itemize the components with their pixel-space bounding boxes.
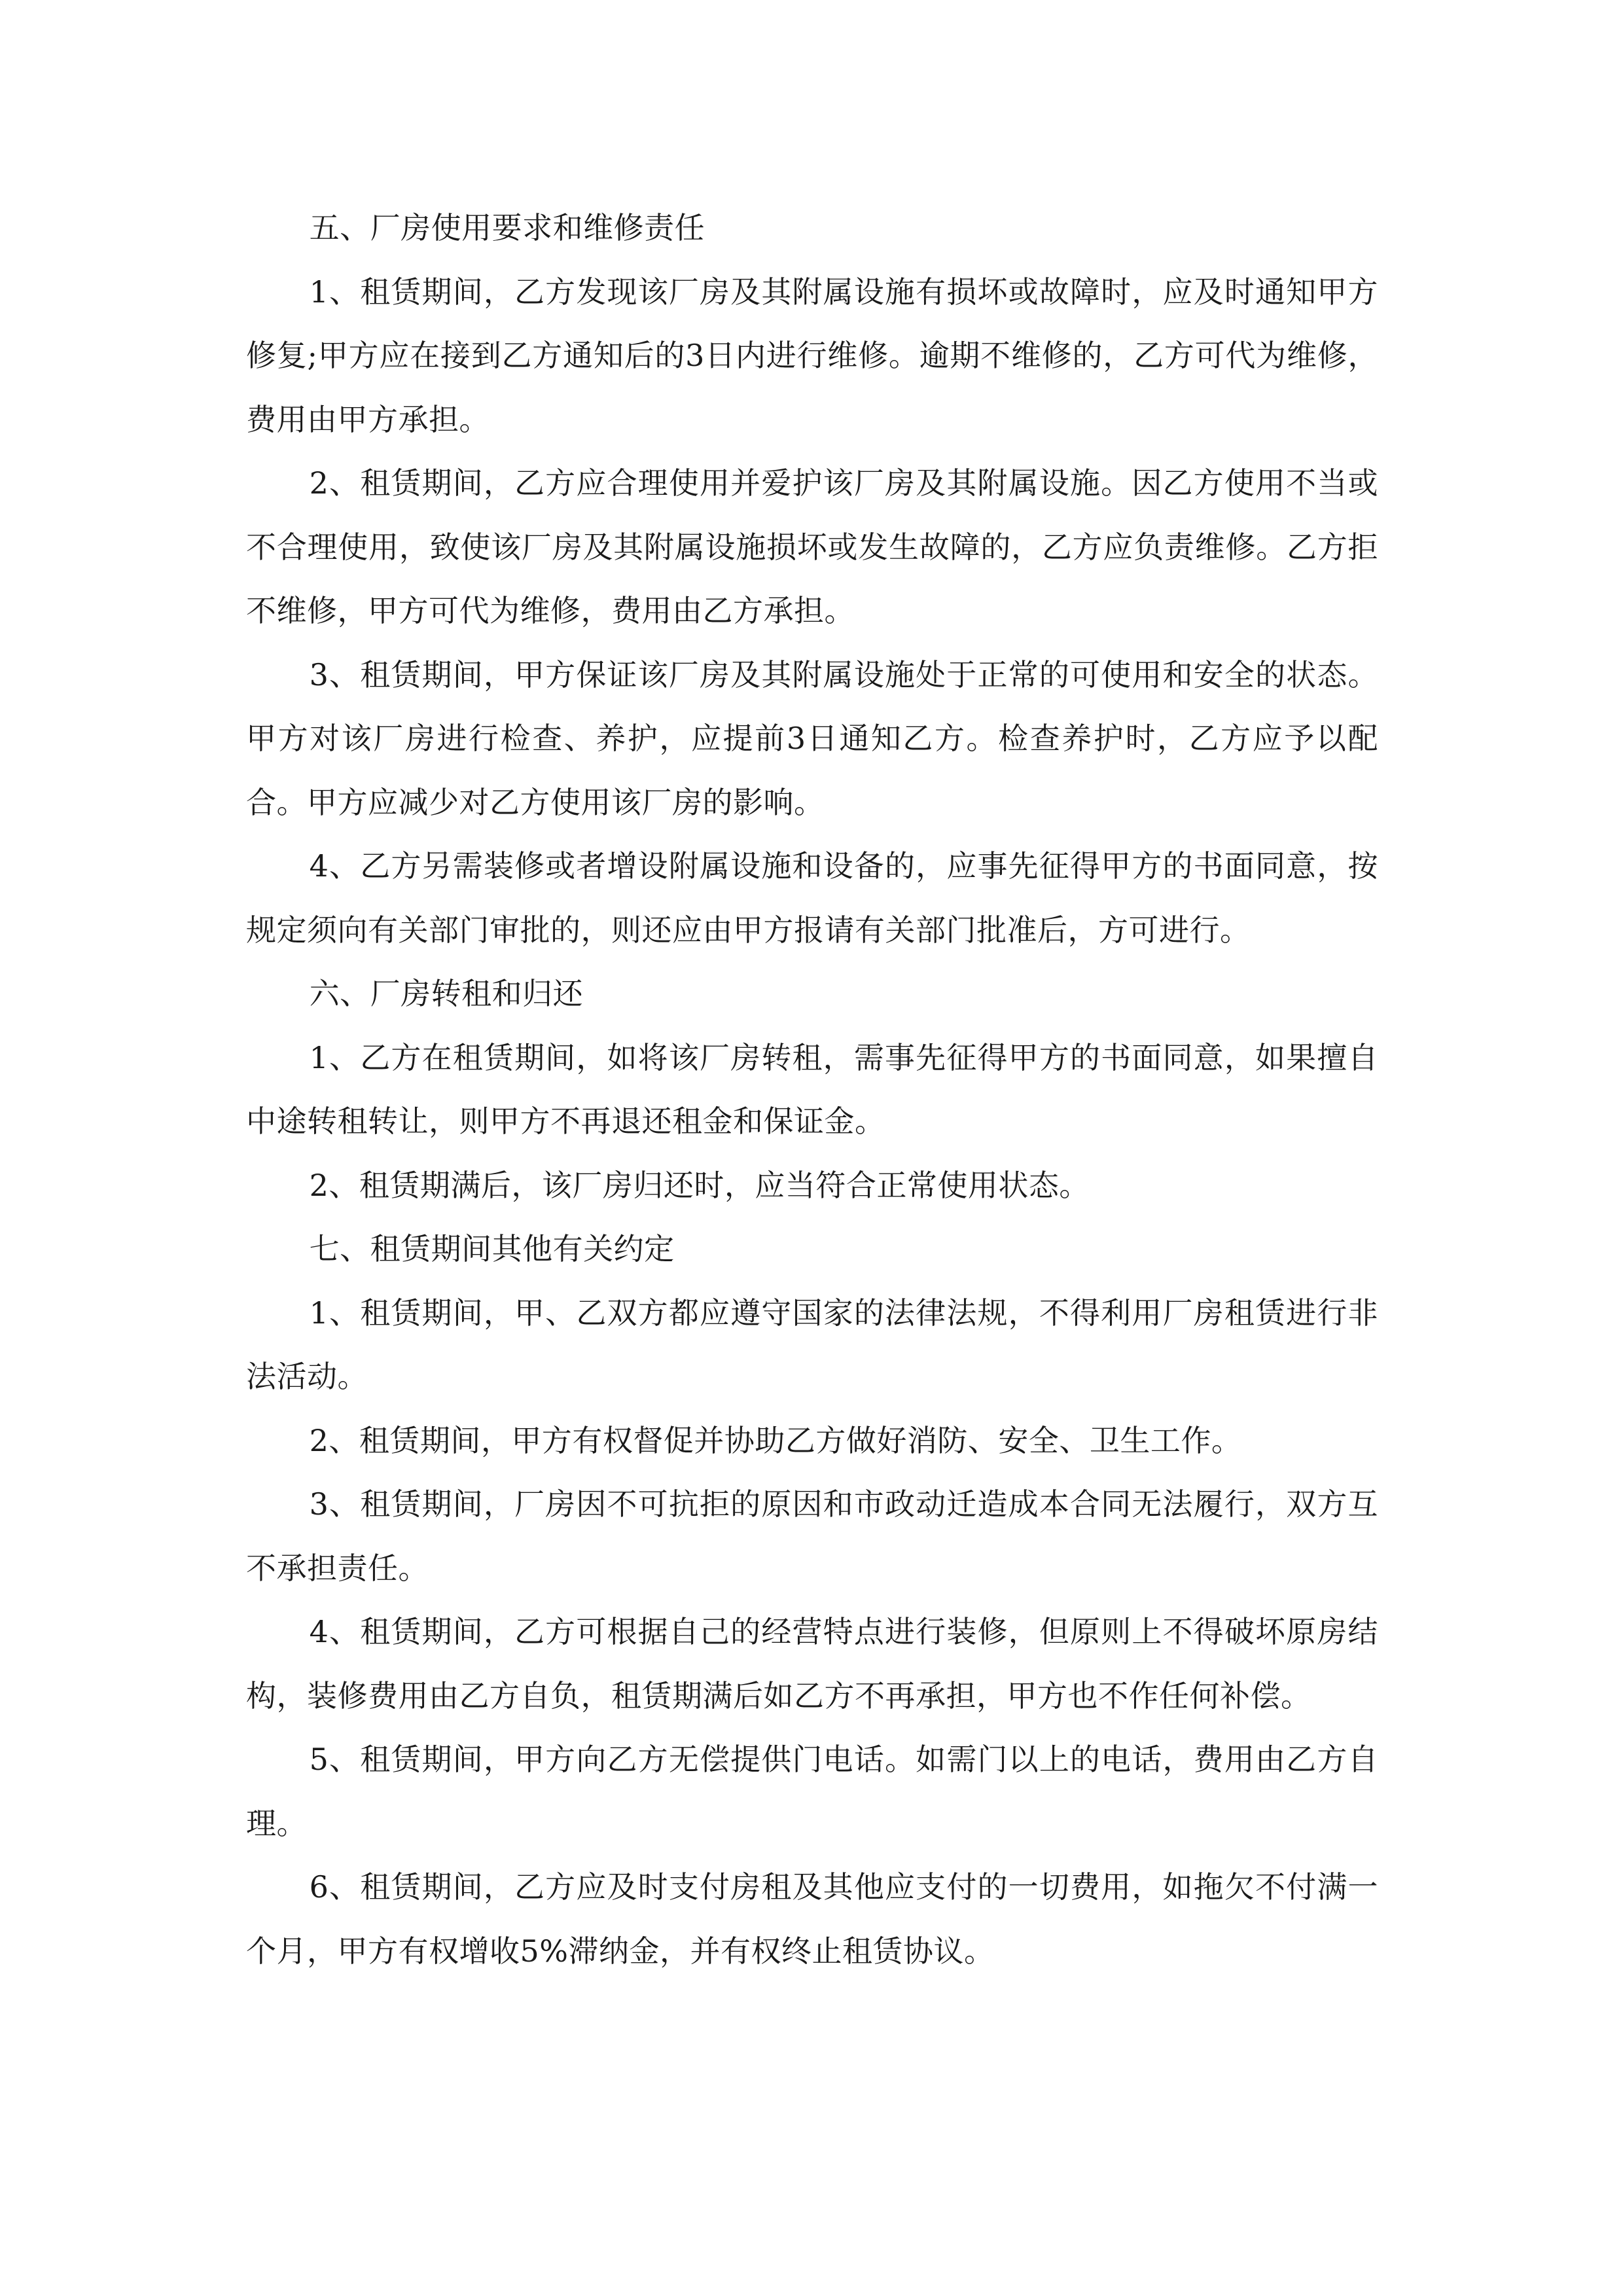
clause-7-6: 6、租赁期间，乙方应及时支付房租及其他应支付的一切费用，如拖欠不付满一个月，甲方有权增收5%滞纳金，并有权终止租赁协议。 (246, 1869, 1378, 1969)
clause-5-4: 4、乙方另需装修或者增设附属设施和设备的，应事先征得甲方的书面同意，按规定须向有关部门审批的，则还应由甲方报请有关部门批准后，方可进行。 (246, 848, 1378, 948)
section-heading-5: 五、厂房使用要求和维修责任 (309, 210, 705, 245)
clause-5-1: 1、租赁期间，乙方发现该厂房及其附属设施有损坏或故障时，应及时通知甲方修复;甲方应在接到乙方通知后的3日内进行维修。逾期不维修的，乙方可代为维修，费用由甲方承担。 (246, 274, 1378, 437)
clause-6-2: 2、租赁期满后，该厂房归还时，应当符合正常使用状态。 (309, 1167, 1090, 1203)
clause-7-3: 3、租赁期间，厂房因不可抗拒的原因和市政动迁造成本合同无法履行，双方互不承担责任。 (246, 1486, 1378, 1586)
clause-5-2: 2、租赁期间，乙方应合理使用并爱护该厂房及其附属设施。因乙方使用不当或不合理使用，致使该厂房及其附属设施损坏或发生故障的，乙方应负责维修。乙方拒不维修，甲方可代为维修，费用由乙方承担。 (246, 465, 1378, 628)
section-heading-6: 六、厂房转租和归还 (309, 976, 584, 1011)
section-heading-7: 七、租赁期间其他有关约定 (309, 1231, 675, 1266)
clause-7-4: 4、租赁期间，乙方可根据自己的经营特点进行装修，但原则上不得破坏原房结构，装修费用由乙方自负，租赁期满后如乙方不再承担，甲方也不作任何补偿。 (246, 1614, 1378, 1713)
clause-7-2: 2、租赁期间，甲方有权督促并协助乙方做好消防、安全、卫生工作。 (309, 1422, 1242, 1458)
clause-7-1: 1、租赁期间，甲、乙双方都应遵守国家的法律法规，不得利用厂房租赁进行非法活动。 (246, 1295, 1378, 1394)
clause-6-1: 1、乙方在租赁期间，如将该厂房转租，需事先征得甲方的书面同意，如果擅自中途转租转让，则甲方不再退还租金和保证金。 (246, 1039, 1378, 1139)
clause-5-3: 3、租赁期间，甲方保证该厂房及其附属设施处于正常的可使用和安全的状态。甲方对该厂房进行检查、养护，应提前3日通知乙方。检查养护时，乙方应予以配合。甲方应减少对乙方使用该厂房的影响。 (246, 656, 1378, 820)
document-body (246, 196, 1378, 1983)
clause-7-5: 5、租赁期间，甲方向乙方无偿提供门电话。如需门以上的电话，费用由乙方自理。 (246, 1742, 1378, 1841)
